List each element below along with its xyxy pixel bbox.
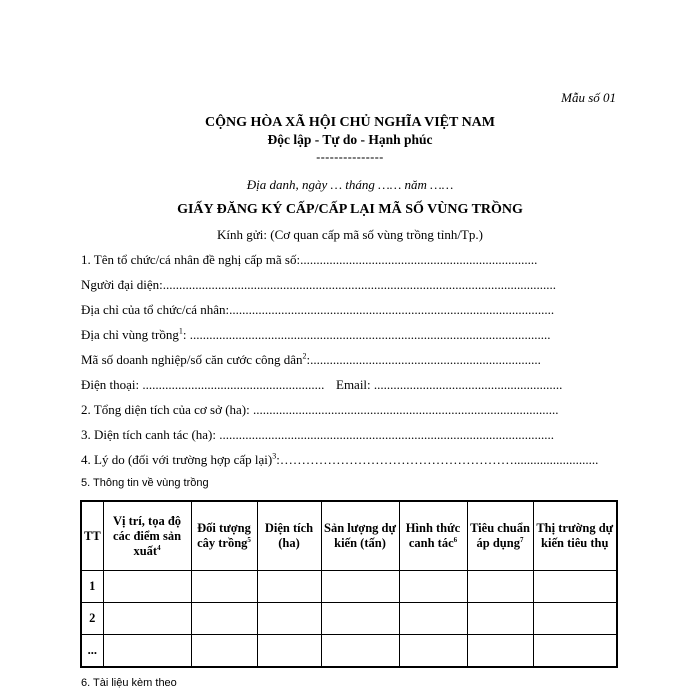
table-cell[interactable] — [533, 635, 617, 668]
field-applicant-address: Địa chỉ của tổ chức/cá nhân:.................................................................................................... — [81, 302, 555, 317]
table-cell-index: 2 — [81, 603, 103, 635]
field-business-id-dots: :....................................................................... — [306, 352, 541, 367]
national-motto: Độc lập - Tự do - Hạnh phúc — [267, 132, 433, 147]
field-reason-label: 4. Lý do (đối với trường hợp cấp lại) — [81, 452, 273, 467]
document-title: GIẤY ĐĂNG KÝ CẤP/CẤP LẠI MÃ SỐ VÙNG TRỒNG — [177, 202, 523, 217]
field-business-id-label: Mã số doanh nghiệp/số căn cước công dân — [81, 352, 303, 367]
table-cell-index: 1 — [81, 571, 103, 603]
table-cell[interactable] — [467, 603, 533, 635]
table-cell[interactable] — [191, 603, 257, 635]
footnote-ref-3: 3 — [272, 451, 277, 461]
table-header-cell: Diện tích (ha) — [257, 501, 321, 571]
field-reason-dots: :……………………………………………….......................... — [276, 452, 599, 467]
field-reason — [81, 452, 598, 468]
table-cell[interactable] — [321, 635, 399, 668]
table-header-cell: Tiêu chuẩn áp dụng$^7$ — [467, 501, 533, 571]
table-cell[interactable] — [533, 603, 617, 635]
section-6-title: 6. Tài liệu kèm theo — [81, 677, 177, 689]
table-cell[interactable] — [399, 603, 467, 635]
table-row — [81, 635, 617, 668]
recipient-line: Kính gửi: (Cơ quan cấp mã số vùng trồng tỉnh/Tp.) — [217, 227, 483, 242]
table-cell-index: ... — [81, 635, 103, 668]
field-phone: Điện thoại: ........................................................ — [81, 377, 325, 392]
table-cell[interactable] — [257, 603, 321, 635]
table-cell[interactable] — [399, 571, 467, 603]
table-cell[interactable] — [533, 571, 617, 603]
table-cell[interactable] — [321, 603, 399, 635]
table-cell[interactable] — [399, 635, 467, 668]
region-info-table — [80, 500, 618, 668]
field-cultivated-area: 3. Diện tích canh tác (ha): ....................................................................................................... — [81, 427, 554, 442]
table-header-cell: TT — [81, 501, 103, 571]
table-cell[interactable] — [257, 635, 321, 668]
table-cell[interactable] — [191, 635, 257, 668]
table-header-cell: Đối tượng cây trồng$^5$ — [191, 501, 257, 571]
table-cell[interactable] — [321, 571, 399, 603]
table-header-cell: Vị trí, tọa độ các điểm sản xuất$^4$ — [103, 501, 191, 571]
table-cell[interactable] — [103, 571, 191, 603]
field-region-address — [81, 327, 550, 343]
field-region-address-dots: : ............................................................................................................... — [182, 327, 551, 342]
table-header-cell: Sản lượng dự kiến (tấn) — [321, 501, 399, 571]
table-row — [81, 571, 617, 603]
field-applicant-name: 1. Tên tổ chức/cá nhân đề nghị cấp mã số:......................................................................... — [81, 252, 538, 267]
table-row — [81, 603, 617, 635]
section-5-title: 5. Thông tin về vùng trồng — [81, 477, 209, 489]
field-email: Email: .......................................................... — [336, 377, 563, 392]
field-total-area: 2. Tổng diện tích của cơ sở (ha): .............................................................................................. — [81, 402, 559, 417]
table-header-row — [81, 501, 617, 571]
table-cell[interactable] — [103, 603, 191, 635]
table-cell[interactable] — [467, 571, 533, 603]
table-cell[interactable] — [467, 635, 533, 668]
table-header-cell: Hình thức canh tác$^6$ — [399, 501, 467, 571]
form-number: Mẫu số 01 — [561, 90, 616, 105]
field-representative: Người đại diện:......................................................................................................................... — [81, 277, 557, 292]
table-cell[interactable] — [103, 635, 191, 668]
field-business-id — [81, 352, 541, 368]
place-date-line: Địa danh, ngày … tháng …… năm …… — [246, 177, 454, 192]
header-rule: --------------- — [316, 150, 384, 164]
footnote-ref-2: 2 — [302, 351, 307, 361]
table-cell[interactable] — [257, 571, 321, 603]
national-title: CỘNG HÒA XÃ HỘI CHỦ NGHĨA VIỆT NAM — [204, 115, 495, 130]
footnote-ref-1: 1 — [178, 326, 183, 336]
table-header-cell: Thị trường dự kiến tiêu thụ — [533, 501, 617, 571]
field-region-address-label: Địa chỉ vùng trồng — [81, 327, 179, 342]
table-cell[interactable] — [191, 571, 257, 603]
